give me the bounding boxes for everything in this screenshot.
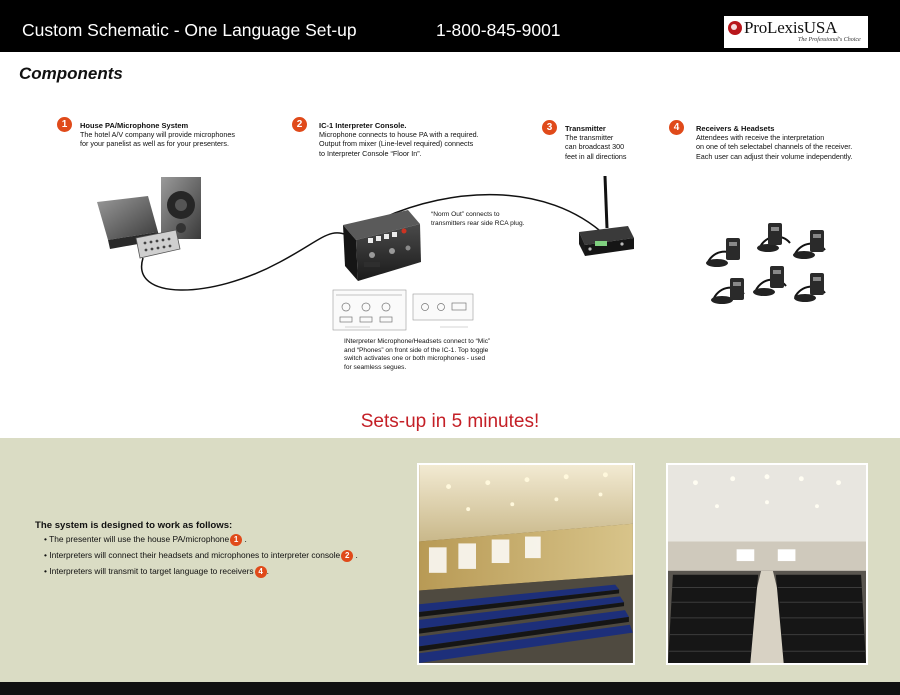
- component-1-badge: 1: [57, 117, 72, 132]
- component-3-title: Transmitter: [565, 124, 606, 133]
- component-1-title: House PA/Microphone System: [80, 121, 189, 130]
- ballroom-theater-photo: [666, 463, 868, 665]
- phone-number[interactable]: 1-800-845-9001: [436, 20, 561, 40]
- receivers-headsets-image: [706, 223, 825, 304]
- component-4-desc: Attendees with receive the interpretation on one of teh selectabel channels of the receiver. Each user can adjust their volume independently.: [696, 133, 853, 161]
- footer-bar: [0, 682, 900, 695]
- component-1-desc: The hotel A/V company will provide microphones for your panelist as well as for your presenters.: [80, 130, 236, 149]
- ballroom-classroom-photo: [417, 463, 635, 665]
- system-item-2: • Interpreters will connect their headsets and microphones to interpreter console 2 .: [44, 550, 358, 561]
- transmitter-image: [579, 176, 634, 256]
- system-item-1: • The presenter will use the house PA/microphone 1 .: [44, 534, 247, 545]
- component-2-desc: Microphone connects to house PA with a required. Output from mixer (Line-level required) connects to Interpreter Console “Floor In”.: [319, 130, 479, 158]
- page-title: Custom Schematic - One Language Set-up: [22, 20, 357, 40]
- logo-brand: ProLexisUSA: [744, 18, 838, 37]
- item-3-badge: 4: [255, 566, 267, 578]
- component-2-badge: 2: [292, 117, 307, 132]
- component-3-badge: 3: [542, 120, 557, 135]
- component-2-title: IC-1 Interpreter Console.: [319, 121, 407, 130]
- house-pa-system-image: [97, 177, 201, 258]
- component-3-desc: The transmitter can broadcast 300 feet in all directions: [565, 133, 627, 161]
- section-title: Components: [19, 64, 123, 83]
- component-4-badge: 4: [669, 120, 684, 135]
- item-1-badge: 1: [230, 534, 242, 546]
- item-2-badge: 2: [341, 550, 353, 562]
- setup-banner: Sets-up in 5 minutes!: [360, 411, 540, 432]
- norm-out-note: “Norm Out” connects to transmitters rear side RCA plug.: [431, 211, 525, 227]
- system-item-3: • Interpreters will transmit to target language to receivers 4 .: [44, 566, 269, 577]
- console-panel-schematics: [333, 290, 473, 330]
- interpreter-note: INterpreter Microphone/Headsets connect to “Mic” and “Phones” on front side of the IC-1. Top toggle switch activates one or both microphones - used for seamless segues.: [344, 338, 491, 371]
- system-heading: The system is designed to work as follows:: [35, 520, 233, 531]
- logo-tagline: The Professional's Choice: [798, 37, 861, 43]
- component-4-title: Receivers & Headsets: [696, 124, 775, 133]
- ic1-console-image: [343, 210, 421, 281]
